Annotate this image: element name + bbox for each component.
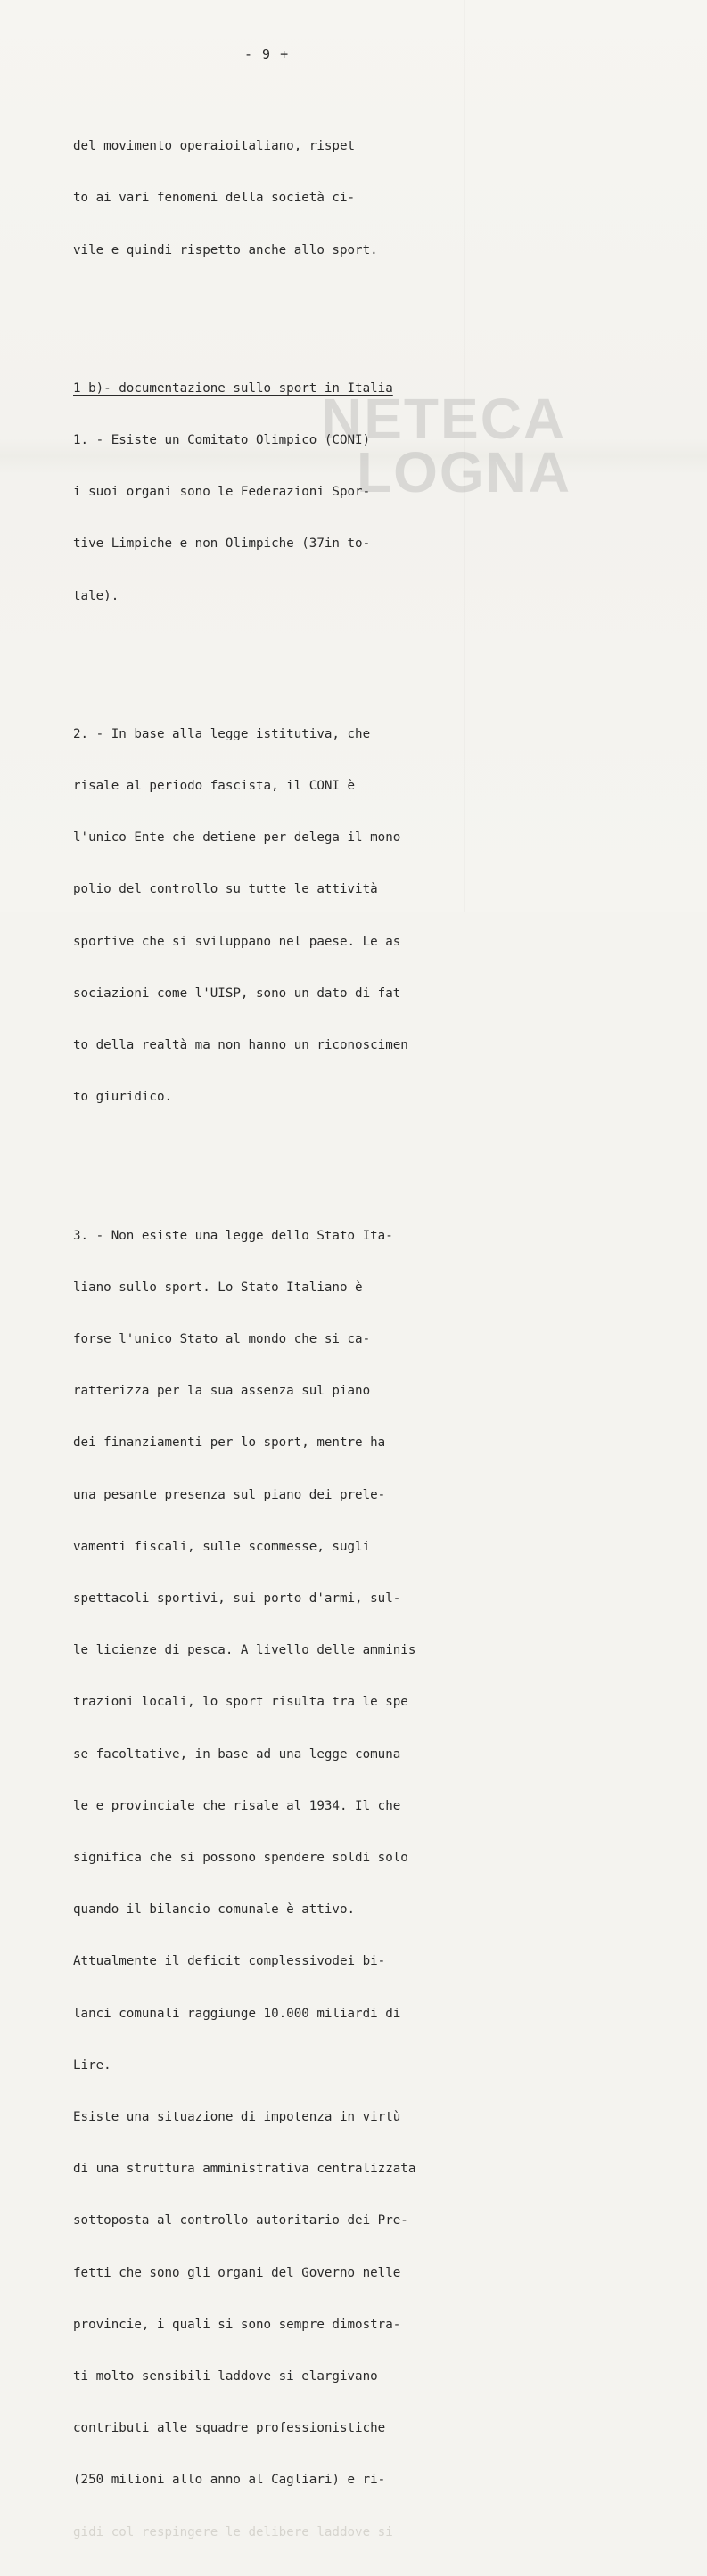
watermark-line-1: NETECA	[321, 387, 567, 451]
text-line: to giuridico.	[73, 1090, 173, 1105]
text-line: dei finanziamenti per lo sport, mentre ha	[73, 1435, 386, 1451]
text-line: le e provinciale che risale al 1934. Il che	[73, 1798, 401, 1813]
text-line: sottoposta al controllo autoritario dei Pre-	[73, 2213, 408, 2228]
text-line: le licienze di pesca. A livello delle amminis	[73, 1643, 416, 1658]
text-line: trazioni locali, lo sport risulta tra le spe	[73, 1695, 408, 1710]
text-line: to della realtà ma non hanno un riconoscimen	[73, 1038, 408, 1053]
text-line: significa che si possono spendere soldi solo	[73, 1850, 408, 1865]
text-line: vile e quindi rispetto anche allo sport.	[73, 242, 378, 258]
watermark-line-2: LOGNA	[357, 440, 572, 504]
text-line: polio del controllo su tutte le attività	[73, 882, 378, 897]
text-line: to ai vari fenomeni della società ci-	[73, 191, 356, 206]
text-line: contributi alle squadre professionistiche	[73, 2421, 386, 2436]
text-line: 2. - In base alla legge istitutiva, che	[73, 726, 371, 741]
document-body	[73, 86, 465, 2576]
text-line: lanci comunali raggiunge 10.000 miliardi di	[73, 2006, 401, 2021]
text-line: tive Limpiche e non Olimpiche (37in to-	[73, 536, 371, 552]
text-line: sportive che si sviluppano nel paese. Le as	[73, 934, 401, 949]
text-line: una pesante presenza sul piano dei prele-	[73, 1487, 386, 1502]
text-line: tale).	[73, 588, 119, 603]
text-line: ratterizza per la sua assenza sul piano	[73, 1384, 371, 1399]
text-line: vamenti fiscali, sulle scommesse, sugli	[73, 1539, 371, 1554]
text-line: Esiste una situazione di impotenza in virtù	[73, 2109, 401, 2124]
text-line: i suoi organi sono le Federazioni Spor-	[73, 485, 371, 500]
text-line: 1. - Esiste un Comitato Olimpico (CONI)	[73, 433, 371, 448]
text-line: 3. - Non esiste una legge dello Stato Ita-	[73, 1228, 393, 1243]
text-line: Attualmente il deficit complessivodei bi-	[73, 1954, 386, 1969]
text-line: di una struttura amministrativa centralizzata	[73, 2162, 416, 2177]
page-number: - 9 +	[244, 46, 290, 62]
section-heading: 1 b)- documentazione sullo sport in Italia	[73, 380, 393, 396]
text-line: liano sullo sport. Lo Stato Italiano è	[73, 1280, 363, 1295]
text-line: l'unico Ente che detiene per delega il mono	[73, 830, 401, 846]
text-line: forse l'unico Stato al mondo che si ca-	[73, 1331, 371, 1346]
text-line-faded: gidi col respingere le delibere laddove si	[73, 2524, 393, 2539]
text-line: se facoltative, in base ad una legge comuna	[73, 1746, 401, 1762]
text-line: fetti che sono gli organi del Governo nelle	[73, 2265, 401, 2280]
text-line: ti molto sensibili laddove si elargivano	[73, 2368, 378, 2384]
text-line: (250 milioni allo anno al Cagliari) e ri-	[73, 2473, 386, 2488]
text-line: sociazioni come l'UISP, sono un dato di fat	[73, 985, 401, 1001]
text-line: risale al periodo fascista, il CONI è	[73, 779, 356, 794]
text-line: del movimento operaioitaliano, rispet	[73, 139, 356, 154]
text-line: quando il bilancio comunale è attivo.	[73, 1902, 356, 1918]
text-line: spettacoli sportivi, sui porto d'armi, sul-	[73, 1591, 401, 1606]
text-line: Lire.	[73, 2057, 111, 2073]
text-line: provincie, i quali si sono sempre dimostra-	[73, 2317, 401, 2332]
